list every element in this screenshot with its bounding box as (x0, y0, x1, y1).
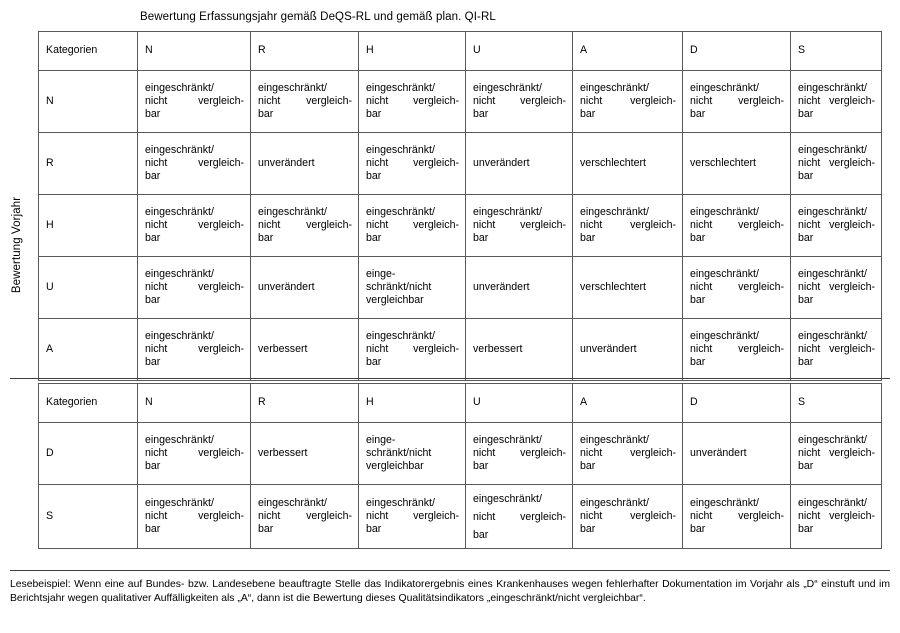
figure-title: Bewertung Erfassungsjahr gemäß DeQS-RL und gemäß plan. QI-RL (140, 11, 496, 23)
table-row (39, 423, 882, 485)
matrix-header-row (39, 384, 882, 423)
matrix-section-one (38, 31, 882, 381)
cell-s-a: eingeschränkt/ nicht vergleich- bar (573, 485, 683, 549)
cell-u-n: eingeschränkt/ nicht vergleich- bar (138, 257, 251, 319)
table-row (39, 319, 882, 381)
cell-d-n: eingeschränkt/ nicht vergleich- bar (138, 423, 251, 485)
column-header-h: H (359, 384, 466, 423)
cell-u-s: eingeschränkt/ nicht vergleich- bar (791, 257, 882, 319)
cell-n-u: eingeschränkt/ nicht vergleich- bar (466, 71, 573, 133)
footnote-divider (10, 570, 890, 571)
column-header-a: A (573, 32, 683, 71)
comparison-matrix (38, 31, 881, 381)
table-row (39, 195, 882, 257)
row-header-d: D (39, 423, 138, 485)
cell-a-h: eingeschränkt/ nicht vergleich- bar (359, 319, 466, 381)
cell-s-r: eingeschränkt/ nicht vergleich- bar (251, 485, 359, 549)
table-row (39, 257, 882, 319)
cell-r-a: verschlechtert (573, 133, 683, 195)
matrix-section-two (38, 383, 882, 549)
row-header-h: H (39, 195, 138, 257)
cell-h-r: eingeschränkt/ nicht vergleich- bar (251, 195, 359, 257)
reading-example-note (10, 578, 890, 607)
cell-a-n: eingeschränkt/ nicht vergleich- bar (138, 319, 251, 381)
cell-u-u: unverändert (466, 257, 573, 319)
cell-d-s: eingeschränkt/ nicht vergleich- bar (791, 423, 882, 485)
cell-d-d: unverändert (683, 423, 791, 485)
matrix-corner-label: Kategorien (39, 32, 138, 71)
cell-d-u: eingeschränkt/ nicht vergleich- bar (466, 423, 573, 485)
cell-h-s: eingeschränkt/ nicht vergleich- bar (791, 195, 882, 257)
table-row (39, 133, 882, 195)
cell-u-d: eingeschränkt/ nicht vergleich- bar (683, 257, 791, 319)
row-header-u: U (39, 257, 138, 319)
cell-a-u: verbessert (466, 319, 573, 381)
column-header-a: A (573, 384, 683, 423)
cell-r-r: unverändert (251, 133, 359, 195)
cell-h-a: eingeschränkt/ nicht vergleich- bar (573, 195, 683, 257)
row-header-r: R (39, 133, 138, 195)
column-header-u: U (466, 384, 573, 423)
cell-r-u: unverändert (466, 133, 573, 195)
column-header-r: R (251, 32, 359, 71)
cell-s-n: eingeschränkt/ nicht vergleich- bar (138, 485, 251, 549)
cell-n-h: eingeschränkt/ nicht vergleich- bar (359, 71, 466, 133)
cell-s-d: eingeschränkt/ nicht vergleich- bar (683, 485, 791, 549)
cell-n-d: eingeschränkt/ nicht vergleich- bar (683, 71, 791, 133)
reading-example-text: Lesebeispiel: Wenn eine auf Bundes- bzw. Landesebene beauftragte Stelle das Indikatorergebnis eines Krankenhauses wegen fehlerhafter Dokumentation im Vorjahr als „D“ einstuft und im Berichtsjahr wegen qualitativer Auffälligkeiten als „A“, dann ist die Bewertung dieses Qualitätsindikators „eingeschränkt/nicht vergleichbar“. (10, 579, 890, 605)
cell-h-h: eingeschränkt/ nicht vergleich- bar (359, 195, 466, 257)
cell-h-d: eingeschränkt/ nicht vergleich- bar (683, 195, 791, 257)
row-header-a: A (39, 319, 138, 381)
section-divider (10, 378, 890, 379)
cell-r-s: eingeschränkt/ nicht vergleich- bar (791, 133, 882, 195)
column-header-s: S (791, 32, 882, 71)
cell-n-a: eingeschränkt/ nicht vergleich- bar (573, 71, 683, 133)
row-axis-label-container (0, 130, 34, 360)
matrix-corner-label: Kategorien (39, 384, 138, 423)
cell-s-s: eingeschränkt/ nicht vergleich- bar (791, 485, 882, 549)
cell-d-h: einge- schränkt/nicht vergleichbar (359, 423, 466, 485)
column-header-n: N (138, 384, 251, 423)
table-row (39, 71, 882, 133)
column-header-h: H (359, 32, 466, 71)
table-row (39, 485, 882, 549)
cell-s-h: eingeschränkt/ nicht vergleich- bar (359, 485, 466, 549)
cell-u-r: unverändert (251, 257, 359, 319)
cell-u-h: einge- schränkt/nicht vergleichbar (359, 257, 466, 319)
cell-h-n: eingeschränkt/ nicht vergleich- bar (138, 195, 251, 257)
matrix-header-row (39, 32, 882, 71)
cell-s-u: eingeschränkt/ nicht vergleich- bar (466, 485, 573, 549)
column-header-r: R (251, 384, 359, 423)
cell-a-d: eingeschränkt/ nicht vergleich- bar (683, 319, 791, 381)
cell-a-r: verbessert (251, 319, 359, 381)
cell-a-a: unverändert (573, 319, 683, 381)
column-header-s: S (791, 384, 882, 423)
column-header-n: N (138, 32, 251, 71)
cell-n-r: eingeschränkt/ nicht vergleich- bar (251, 71, 359, 133)
cell-a-s: eingeschränkt/ nicht vergleich- bar (791, 319, 882, 381)
comparison-matrix-two (38, 383, 881, 549)
row-header-n: N (39, 71, 138, 133)
cell-n-s: eingeschränkt/ nicht vergleich- bar (791, 71, 882, 133)
row-axis-label: Bewertung Vorjahr (11, 196, 23, 294)
column-header-u: U (466, 32, 573, 71)
row-header-s: S (39, 485, 138, 549)
cell-d-r: verbessert (251, 423, 359, 485)
column-header-d: D (683, 384, 791, 423)
cell-r-d: verschlechtert (683, 133, 791, 195)
cell-d-a: eingeschränkt/ nicht vergleich- bar (573, 423, 683, 485)
cell-r-n: eingeschränkt/ nicht vergleich- bar (138, 133, 251, 195)
cell-r-h: eingeschränkt/ nicht vergleich- bar (359, 133, 466, 195)
cell-n-n: eingeschränkt/ nicht vergleich- bar (138, 71, 251, 133)
cell-u-a: verschlechtert (573, 257, 683, 319)
column-header-d: D (683, 32, 791, 71)
cell-h-u: eingeschränkt/ nicht vergleich- bar (466, 195, 573, 257)
